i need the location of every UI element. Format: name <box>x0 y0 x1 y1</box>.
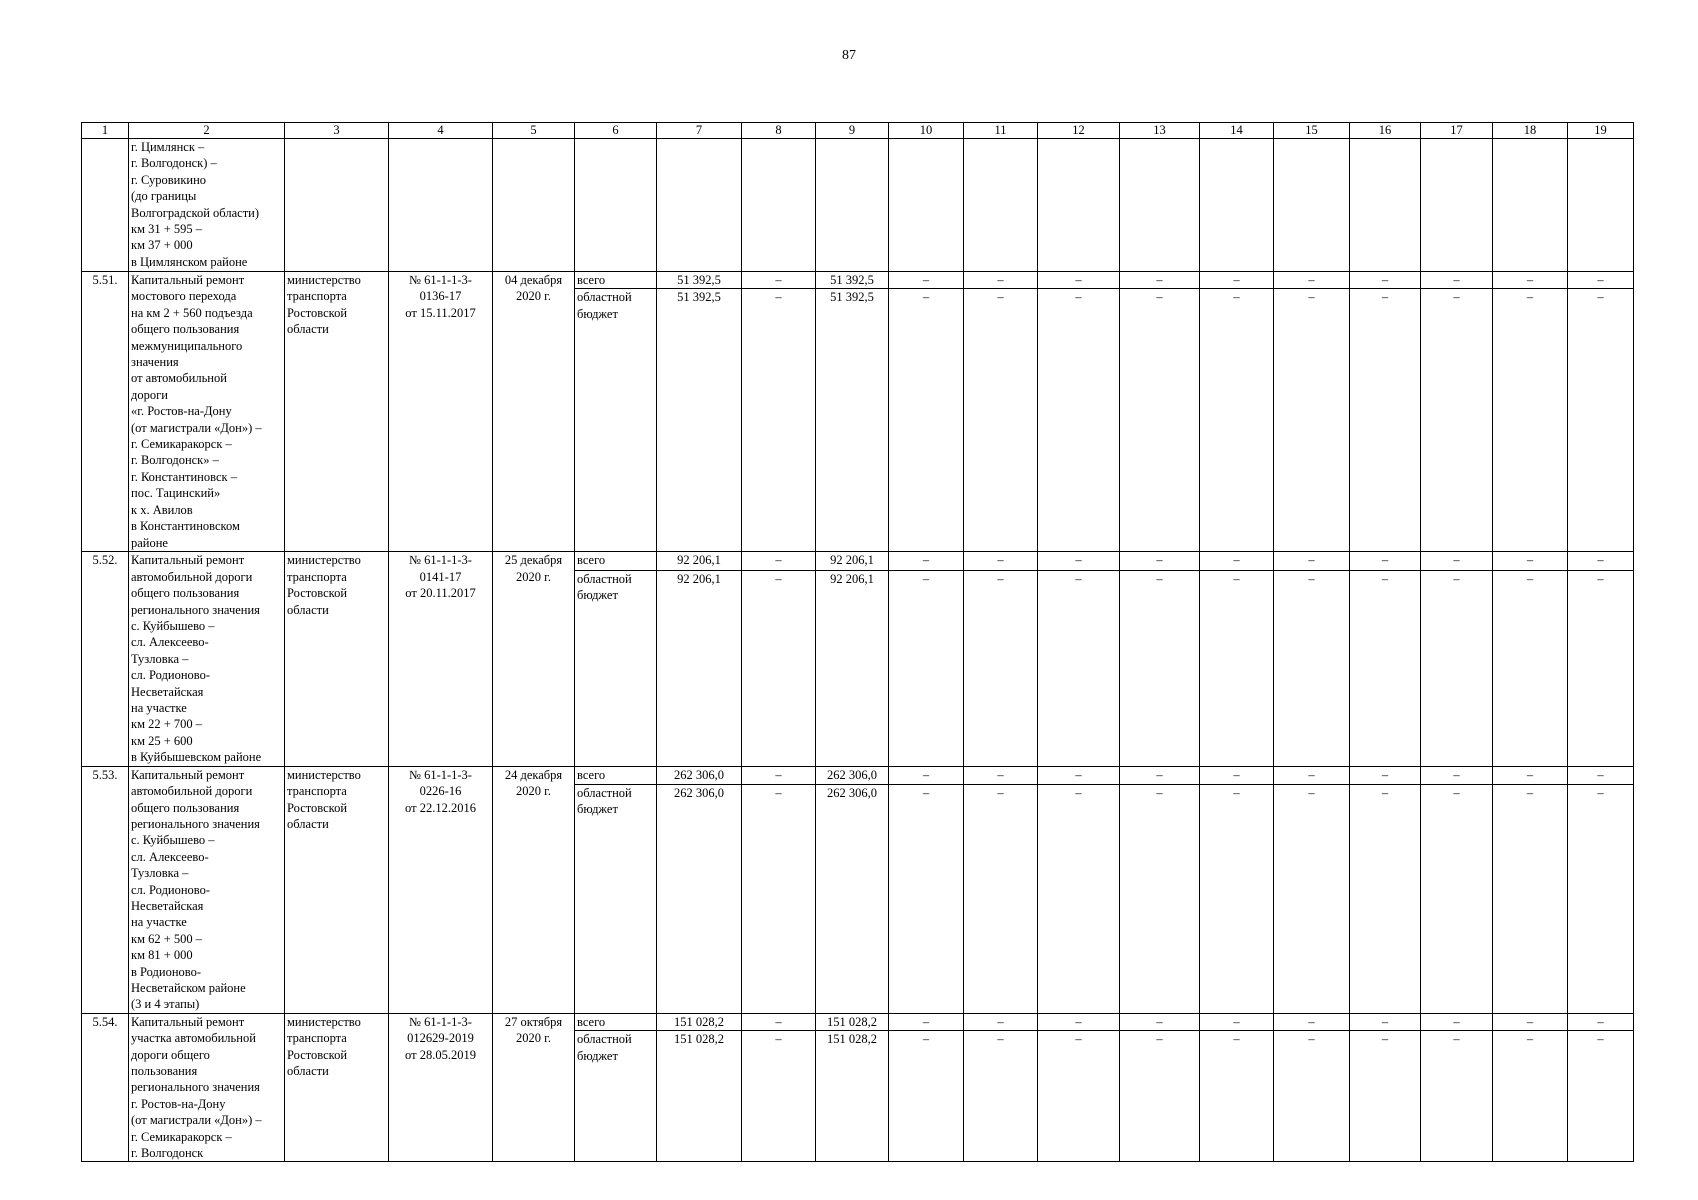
empty-cell <box>1200 139 1274 272</box>
object-name-cell: Капитальный ремонт автомобильной дороги общего пользования регионального значения с. Куйбышево – сл. Алексеево- Тузловка – сл. Родионово- Несветайская на участке км 62 + 500 – км 81 + 000 в Родионово- Несветайском районе (3 и 4 этапы) <box>129 766 285 1013</box>
funding-source-cell: всего <box>575 552 657 570</box>
amount-cell: – <box>1038 552 1120 570</box>
amount-total-cell: 92 206,1 <box>657 570 742 766</box>
amount-cell: – <box>1274 552 1350 570</box>
document-cell: № 61-1-1-3- 0136-17 от 15.11.2017 <box>389 272 493 552</box>
empty-cell <box>82 139 129 272</box>
continuation-row <box>82 139 1634 272</box>
amount-cell: – <box>1038 289 1120 552</box>
amount-total-cell: 262 306,0 <box>657 766 742 784</box>
amount-cell: – <box>1200 784 1274 1013</box>
amount-cell: – <box>742 1031 816 1162</box>
empty-cell <box>1568 139 1634 272</box>
table-row-total <box>82 766 1634 784</box>
amount-cell: – <box>1120 272 1200 289</box>
amount-cell: – <box>1493 272 1568 289</box>
table-row-total <box>82 552 1634 570</box>
amount-cell: – <box>1274 766 1350 784</box>
amount-cell: – <box>964 570 1038 766</box>
empty-cell <box>742 139 816 272</box>
amount-cell: – <box>1038 784 1120 1013</box>
amount-total-cell: 151 028,2 <box>657 1031 742 1162</box>
amount-cell: – <box>964 552 1038 570</box>
empty-cell <box>889 139 964 272</box>
amount-cell: – <box>1200 1013 1274 1030</box>
amount-cell: – <box>1350 1013 1421 1030</box>
amount-cell: – <box>1274 1031 1350 1162</box>
funding-source-cell: областной бюджет <box>575 570 657 766</box>
amount-cell: – <box>889 766 964 784</box>
object-name-cell: г. Цимлянск – г. Волгодонск) – г. Суровикино (до границы Волгоградской области) км 31 + 595 – км 37 + 000 в Цимлянском районе <box>129 139 285 272</box>
deadline-cell: 27 октября 2020 г. <box>493 1013 575 1162</box>
amount-cell: – <box>1120 552 1200 570</box>
empty-cell <box>493 139 575 272</box>
customer-cell: министерство транспорта Ростовской области <box>285 766 389 1013</box>
amount-cell: – <box>742 289 816 552</box>
funding-source-cell: областной бюджет <box>575 784 657 1013</box>
item-number-cell: 5.54. <box>82 1013 129 1162</box>
customer-cell: министерство транспорта Ростовской области <box>285 272 389 552</box>
amount-cell: – <box>964 1031 1038 1162</box>
amount-cell: – <box>742 766 816 784</box>
empty-cell <box>1421 139 1493 272</box>
amount-cell: – <box>1038 1031 1120 1162</box>
amount-cell: – <box>1038 1013 1120 1030</box>
amount-cell: – <box>1493 570 1568 766</box>
amount-cell: – <box>1038 272 1120 289</box>
amount-cell: – <box>1421 552 1493 570</box>
amount-cell: – <box>1493 1013 1568 1030</box>
amount-cell: – <box>1274 570 1350 766</box>
customer-cell: министерство транспорта Ростовской области <box>285 552 389 766</box>
deadline-cell: 04 декабря 2020 г. <box>493 272 575 552</box>
amount-cell: – <box>1493 784 1568 1013</box>
amount-year-cell: 151 028,2 <box>816 1013 889 1030</box>
amount-cell: – <box>1120 1031 1200 1162</box>
column-header: 11 <box>964 123 1038 139</box>
amount-cell: – <box>1120 766 1200 784</box>
amount-cell: – <box>1274 272 1350 289</box>
column-header: 5 <box>493 123 575 139</box>
column-header: 17 <box>1421 123 1493 139</box>
amount-cell: – <box>1350 570 1421 766</box>
amount-cell: – <box>742 570 816 766</box>
funding-source-cell: всего <box>575 1013 657 1030</box>
funding-source-cell: всего <box>575 766 657 784</box>
amount-cell: – <box>1568 570 1634 766</box>
amount-year-cell: 92 206,1 <box>816 570 889 766</box>
funding-source-cell: областной бюджет <box>575 289 657 552</box>
item-number-cell: 5.52. <box>82 552 129 766</box>
funding-source-cell: областной бюджет <box>575 1031 657 1162</box>
column-header: 3 <box>285 123 389 139</box>
column-number-row <box>82 123 1634 139</box>
amount-cell: – <box>1200 289 1274 552</box>
amount-total-cell: 51 392,5 <box>657 272 742 289</box>
amount-year-cell: 51 392,5 <box>816 289 889 552</box>
amount-cell: – <box>1421 1013 1493 1030</box>
amount-cell: – <box>1120 784 1200 1013</box>
amount-cell: – <box>1493 552 1568 570</box>
amount-cell: – <box>889 289 964 552</box>
column-header: 16 <box>1350 123 1421 139</box>
document-cell: № 61-1-1-3- 012629-2019 от 28.05.2019 <box>389 1013 493 1162</box>
amount-cell: – <box>1421 1031 1493 1162</box>
amount-cell: – <box>1350 766 1421 784</box>
amount-cell: – <box>1350 552 1421 570</box>
column-header: 9 <box>816 123 889 139</box>
amount-cell: – <box>1120 570 1200 766</box>
amount-cell: – <box>889 552 964 570</box>
amount-cell: – <box>1421 289 1493 552</box>
amount-cell: – <box>1274 289 1350 552</box>
column-header: 12 <box>1038 123 1120 139</box>
empty-cell <box>964 139 1038 272</box>
amount-cell: – <box>1568 552 1634 570</box>
amount-cell: – <box>889 784 964 1013</box>
item-number-cell: 5.53. <box>82 766 129 1013</box>
item-number-cell: 5.51. <box>82 272 129 552</box>
amount-total-cell: 262 306,0 <box>657 784 742 1013</box>
amount-cell: – <box>1568 766 1634 784</box>
amount-cell: – <box>964 272 1038 289</box>
amount-year-cell: 92 206,1 <box>816 552 889 570</box>
document-cell: № 61-1-1-3- 0141-17 от 20.11.2017 <box>389 552 493 766</box>
column-header: 14 <box>1200 123 1274 139</box>
amount-cell: – <box>964 1013 1038 1030</box>
amount-total-cell: 151 028,2 <box>657 1013 742 1030</box>
amount-year-cell: 151 028,2 <box>816 1031 889 1162</box>
empty-cell <box>1274 139 1350 272</box>
amount-cell: – <box>1038 570 1120 766</box>
column-header: 15 <box>1274 123 1350 139</box>
amount-cell: – <box>1421 766 1493 784</box>
amount-cell: – <box>1200 1031 1274 1162</box>
object-name-cell: Капитальный ремонт автомобильной дороги общего пользования регионального значения с. Куйбышево – сл. Алексеево- Тузловка – сл. Родионово- Несветайская на участке км 22 + 700 – км 25 + 600 в Куйбышевском районе <box>129 552 285 766</box>
table-row-total <box>82 1013 1634 1030</box>
amount-cell: – <box>1421 570 1493 766</box>
amount-cell: – <box>1200 272 1274 289</box>
amount-cell: – <box>1200 766 1274 784</box>
empty-cell <box>657 139 742 272</box>
amount-cell: – <box>1493 1031 1568 1162</box>
column-header: 6 <box>575 123 657 139</box>
amount-total-cell: 51 392,5 <box>657 289 742 552</box>
amount-cell: – <box>1200 552 1274 570</box>
amount-cell: – <box>1350 272 1421 289</box>
amount-cell: – <box>889 1031 964 1162</box>
amount-cell: – <box>964 766 1038 784</box>
amount-year-cell: 51 392,5 <box>816 272 889 289</box>
amount-cell: – <box>964 784 1038 1013</box>
deadline-cell: 24 декабря 2020 г. <box>493 766 575 1013</box>
program-table <box>81 122 1634 1162</box>
amount-cell: – <box>1493 289 1568 552</box>
empty-cell <box>1493 139 1568 272</box>
customer-cell: министерство транспорта Ростовской области <box>285 1013 389 1162</box>
object-name-cell: Капитальный ремонт мостового перехода на км 2 + 560 подъезда общего пользования межмуниципального значения от автомобильной дороги «г. Ростов-на-Дону (от магистрали «Дон») – г. Семикаракорск – г. Волгодонск» – г. Константиновск – пос. Тацинский» к х. Авилов в Константиновском районе <box>129 272 285 552</box>
amount-cell: – <box>742 1013 816 1030</box>
column-header: 10 <box>889 123 964 139</box>
amount-cell: – <box>1200 570 1274 766</box>
empty-cell <box>389 139 493 272</box>
amount-cell: – <box>742 784 816 1013</box>
amount-cell: – <box>1350 1031 1421 1162</box>
column-header: 4 <box>389 123 493 139</box>
column-header: 1 <box>82 123 129 139</box>
amount-cell: – <box>1350 289 1421 552</box>
amount-cell: – <box>1120 289 1200 552</box>
empty-cell <box>575 139 657 272</box>
amount-cell: – <box>1421 272 1493 289</box>
amount-year-cell: 262 306,0 <box>816 784 889 1013</box>
amount-year-cell: 262 306,0 <box>816 766 889 784</box>
amount-cell: – <box>889 272 964 289</box>
amount-cell: – <box>1038 766 1120 784</box>
column-header: 8 <box>742 123 816 139</box>
empty-cell <box>1350 139 1421 272</box>
amount-cell: – <box>964 289 1038 552</box>
amount-cell: – <box>1568 272 1634 289</box>
amount-cell: – <box>1568 784 1634 1013</box>
amount-cell: – <box>1568 1013 1634 1030</box>
deadline-cell: 25 декабря 2020 г. <box>493 552 575 766</box>
empty-cell <box>816 139 889 272</box>
amount-cell: – <box>1493 766 1568 784</box>
amount-cell: – <box>1568 1031 1634 1162</box>
amount-total-cell: 92 206,1 <box>657 552 742 570</box>
document-cell: № 61-1-1-3- 0226-16 от 22.12.2016 <box>389 766 493 1013</box>
table-row-total <box>82 272 1634 289</box>
column-header: 7 <box>657 123 742 139</box>
column-header: 18 <box>1493 123 1568 139</box>
object-name-cell: Капитальный ремонт участка автомобильной дороги общего пользования регионального значения г. Ростов-на-Дону (от магистрали «Дон») – г. Семикаракорск – г. Волгодонск <box>129 1013 285 1162</box>
column-header: 13 <box>1120 123 1200 139</box>
amount-cell: – <box>889 570 964 766</box>
amount-cell: – <box>742 272 816 289</box>
empty-cell <box>1120 139 1200 272</box>
amount-cell: – <box>1274 784 1350 1013</box>
empty-cell <box>1038 139 1120 272</box>
amount-cell: – <box>742 552 816 570</box>
table-body <box>82 123 1634 1162</box>
page-number: 87 <box>842 48 856 63</box>
amount-cell: – <box>889 1013 964 1030</box>
amount-cell: – <box>1568 289 1634 552</box>
amount-cell: – <box>1421 784 1493 1013</box>
funding-source-cell: всего <box>575 272 657 289</box>
amount-cell: – <box>1120 1013 1200 1030</box>
amount-cell: – <box>1350 784 1421 1013</box>
column-header: 19 <box>1568 123 1634 139</box>
empty-cell <box>285 139 389 272</box>
column-header: 2 <box>129 123 285 139</box>
amount-cell: – <box>1274 1013 1350 1030</box>
